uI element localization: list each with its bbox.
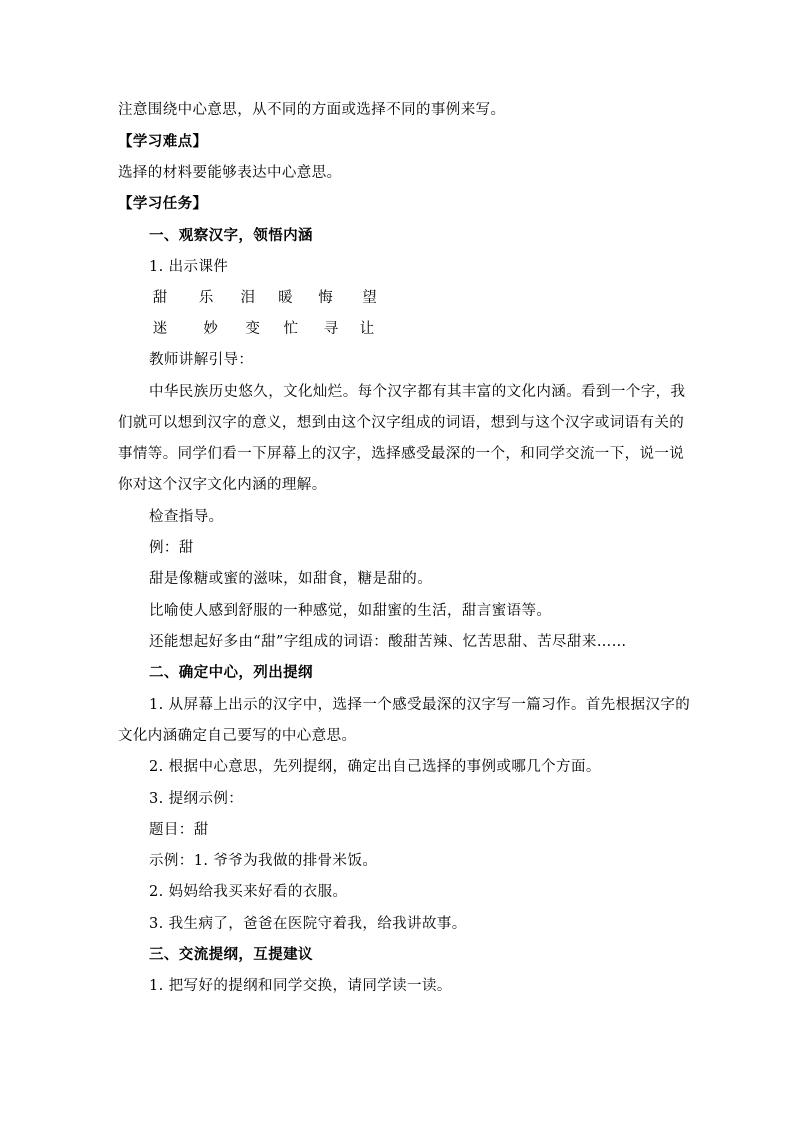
outline-example-1: 示例：1. 爷爷为我做的排骨米饭。 [149,853,378,869]
example-meaning-1: 甜是像糖或蜜的滋味，如甜食，糖是甜的。 [149,571,433,587]
character-item: 暖 [278,290,293,306]
character-item: 变 [245,321,260,337]
paragraph-line: 们就可以想到汉字的意义，想到由这个汉字组成的词语，想到与这个汉字或词语有关的 [118,415,685,431]
character-item: 乐 [198,290,214,306]
character-item: 悔 [318,290,333,306]
step-show-courseware: 1. 出示课件 [149,259,229,275]
character-item: 甜 [152,290,168,306]
task-heading-1: 一、观察汉字，领悟内涵 [149,228,313,244]
section-heading-tasks: 【学习任务】 [118,196,208,212]
section-heading-difficulty: 【学习难点】 [118,134,208,150]
difficulty-text: 选择的材料要能够表达中心意思。 [118,165,342,181]
character-item: 泪 [240,290,255,306]
character-row-1 [137,283,388,314]
outline-title: 题目：甜 [149,822,209,838]
step-exchange-outline: 1. 把写好的提纲和同学交换，请同学读一读。 [149,978,452,994]
check-guidance: 检查指导。 [149,509,224,525]
character-item: 寻 [323,321,339,337]
example-words: 还能想起好多由“甜”字组成的词语：酸甜苦辣、忆苦思甜、苦尽甜来…… [149,634,627,650]
task-heading-2: 二、确定中心，列出提纲 [149,665,313,681]
step-outline: 2. 根据中心意思，先列提纲，确定出自己选择的事例或哪几个方面。 [149,759,601,775]
step-choose-character-cont: 文化内涵确定自己要写的中心意思。 [118,728,357,744]
example-meaning-2: 比喻使人感到舒服的一种感觉，如甜蜜的生活，甜言蜜语等。 [149,603,552,619]
character-item: 妙 [203,321,218,337]
character-row-2 [137,314,382,345]
task-heading-3: 三、交流提纲，互提建议 [149,947,313,963]
paragraph-line: 事情等。同学们看一下屏幕上的汉字，选择感受最深的一个，和同学交流一下，说一说 [118,446,685,462]
character-item: 望 [362,290,377,306]
character-item: 让 [359,321,375,337]
outline-example-3: 3. 我生病了，爸爸在医院守着我，给我讲故事。 [149,916,467,932]
example-label: 例：甜 [149,540,194,556]
teacher-guidance-label: 教师讲解引导： [149,352,254,368]
paragraph-line: 中华民族历史悠久，文化灿烂。每个汉字都有其丰富的文化内涵。看到一个字，我 [149,384,686,400]
step-outline-example: 3. 提纲示例： [149,791,244,807]
paragraph-line: 你对这个汉字文化内涵的理解。 [118,477,327,493]
outline-example-2: 2. 妈妈给我买来好看的衣服。 [149,884,348,900]
character-item: 忙 [283,321,299,337]
step-choose-character: 1. 从屏幕上出示的汉字中，选择一个感受最深的汉字写一篇习作。首先根据汉字的 [149,697,691,713]
character-item: 迷 [152,321,168,337]
intro-requirement-line: 注意围绕中心意思，从不同的方面或选择不同的事例来写。 [118,102,506,118]
